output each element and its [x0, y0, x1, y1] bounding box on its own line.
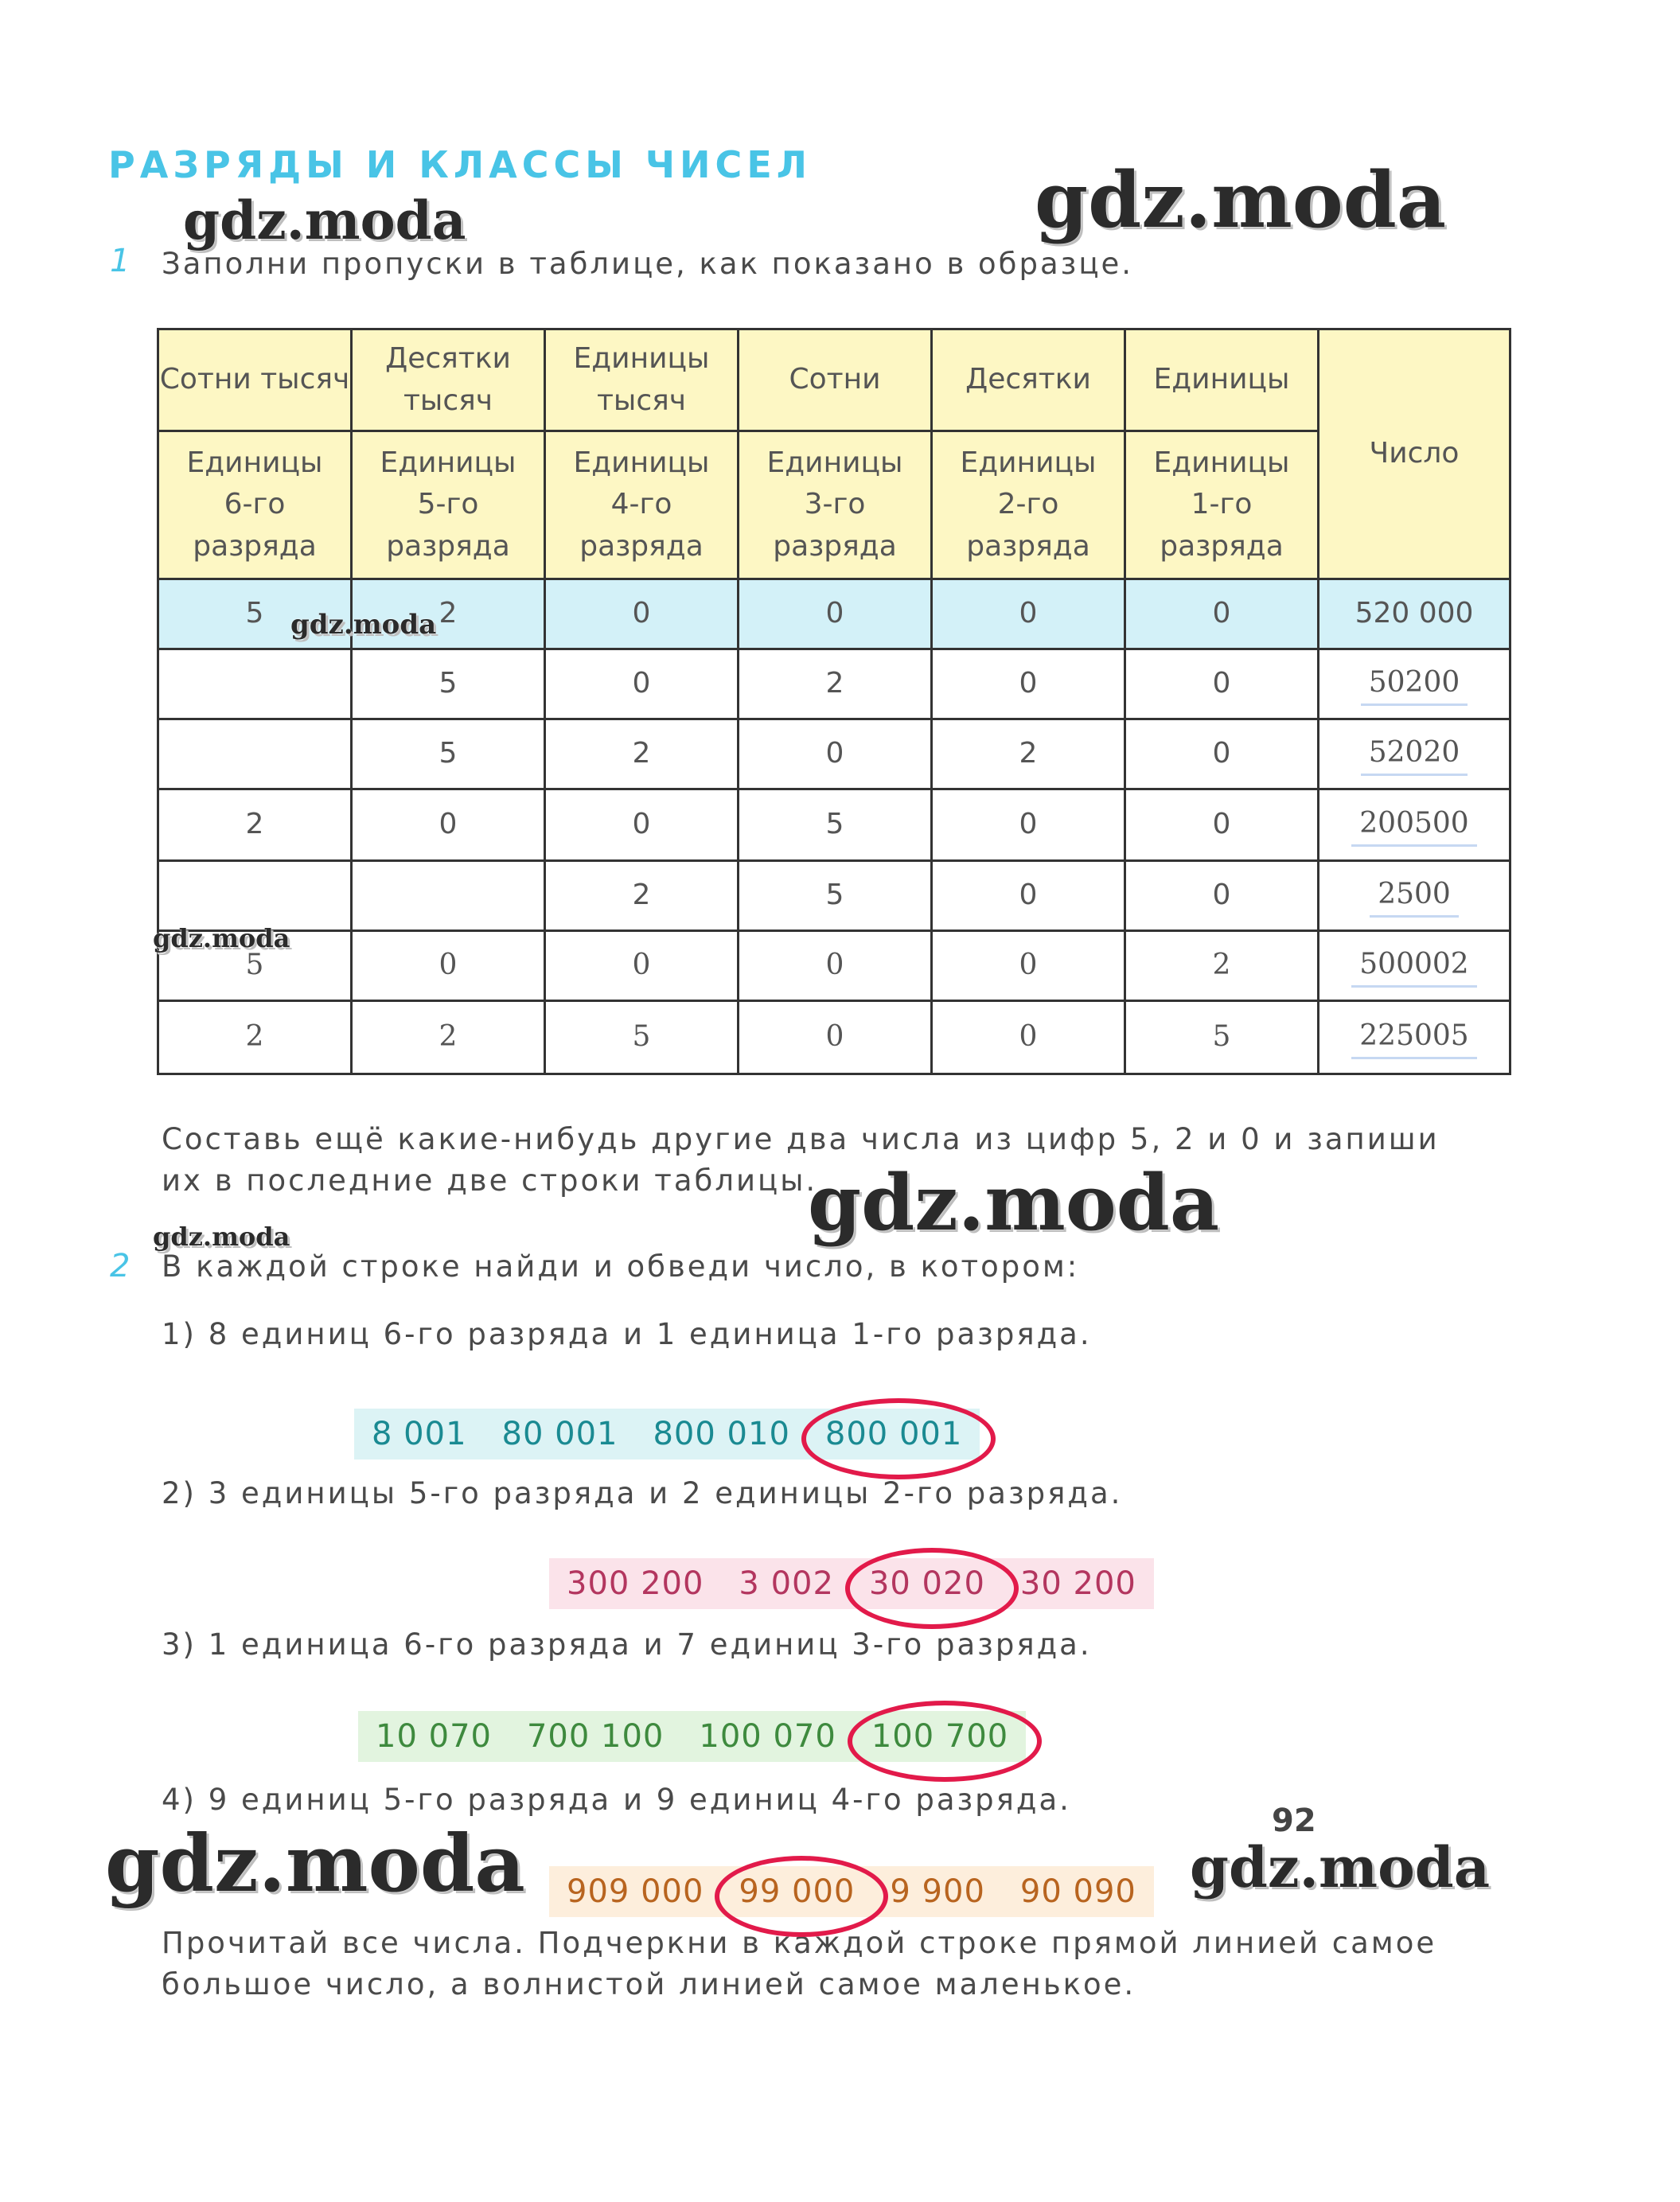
- number-answer: 500002: [1351, 944, 1476, 988]
- digit-cell: 5: [545, 1001, 739, 1074]
- digit-cell: 5: [352, 649, 545, 719]
- digit-cell: 2: [739, 649, 932, 719]
- watermark: gdz.moda: [290, 609, 437, 641]
- table-row: [158, 719, 1510, 789]
- number-answer: 50200: [1361, 662, 1468, 706]
- class-header-cell: Сотни: [739, 329, 932, 431]
- digit-cell: 5: [158, 931, 352, 1001]
- choice-number[interactable]: 100 070: [699, 1718, 836, 1755]
- watermark: gdz.moda: [1035, 155, 1447, 245]
- digit-cell: 0: [545, 579, 739, 649]
- class-header-cell: Единицы тысяч: [545, 329, 739, 431]
- digit-cell: 5: [158, 579, 352, 649]
- table-body: [158, 579, 1510, 1074]
- rank-header-cell: Единицы 3-го разряда: [739, 431, 932, 579]
- rank-header-cell: Единицы 5-го разряда: [352, 431, 545, 579]
- digit-cell: 0: [545, 789, 739, 861]
- digit-cell: 5: [739, 789, 932, 861]
- task-label: 4) 9 единиц 5-го разряда и 9 единиц 4-го разряда.: [162, 1783, 1071, 1817]
- digit-cell: 0: [352, 789, 545, 861]
- number-cell: [1319, 789, 1510, 861]
- digit-cell: 0: [352, 931, 545, 1001]
- watermark: gdz.moda: [153, 1222, 290, 1252]
- digit-cell: 2: [932, 719, 1125, 789]
- choice-number[interactable]: 3 002: [739, 1565, 834, 1602]
- number-cell: [1319, 931, 1510, 1001]
- number-answer: 2500: [1370, 874, 1459, 918]
- task-label: 3) 1 единица 6-го разряда и 7 единиц 3-го разряда.: [162, 1627, 1092, 1662]
- choice-row: [354, 1409, 980, 1460]
- digit-cell: [158, 861, 352, 931]
- watermark: gdz.moda: [153, 923, 290, 953]
- digit-cell: 5: [352, 719, 545, 789]
- rank-header-cell: Единицы 6-го разряда: [158, 431, 352, 579]
- digit-cell: 0: [932, 649, 1125, 719]
- table-row: [158, 861, 1510, 931]
- number-answer: 52020: [1361, 732, 1468, 776]
- exercise-2-number: 2: [110, 1248, 131, 1284]
- digit-cell: 0: [739, 1001, 932, 1074]
- number-cell: [1319, 649, 1510, 719]
- number-answer: 200500: [1351, 803, 1476, 847]
- choice-number[interactable]: 9 900: [890, 1873, 985, 1910]
- choice-number[interactable]: 700 100: [526, 1718, 665, 1755]
- watermark: gdz.moda: [808, 1158, 1220, 1248]
- class-header-cell: Десятки тысяч: [352, 329, 545, 431]
- choice-row: [549, 1558, 1154, 1609]
- digit-cell: 0: [1125, 861, 1319, 931]
- digit-cell: 0: [1125, 789, 1319, 861]
- number-answer: 225005: [1351, 1015, 1476, 1059]
- digit-table: [157, 328, 1511, 1075]
- choice-number[interactable]: 90 090: [1019, 1873, 1136, 1910]
- digit-cell: 0: [1125, 719, 1319, 789]
- watermark: gdz.moda: [105, 1818, 525, 1910]
- class-header-cell: Десятки: [932, 329, 1125, 431]
- table-row: [158, 789, 1510, 861]
- digit-cell: 0: [932, 789, 1125, 861]
- digit-cell: 2: [545, 719, 739, 789]
- choice-row: [358, 1711, 1026, 1762]
- class-header-cell: Сотни тысяч: [158, 329, 352, 431]
- exercise-1-follow-up-line-2: их в последние две строки таблицы.: [162, 1163, 818, 1198]
- circled-choice[interactable]: 100 700: [871, 1718, 1009, 1755]
- choice-row: [549, 1866, 1154, 1917]
- digit-cell: 0: [932, 579, 1125, 649]
- rank-header-cell: Единицы 2-го разряда: [932, 431, 1125, 579]
- digit-cell: 0: [1125, 579, 1319, 649]
- exercise-1-follow-up-line-1: Составь ещё какие-нибудь другие два числа из цифр 5, 2 и 0 и запиши: [162, 1122, 1440, 1156]
- digit-cell: 0: [932, 1001, 1125, 1074]
- circled-choice[interactable]: 30 020: [868, 1565, 985, 1602]
- exercise-2-instruction: В каждой строке найди и обведи число, в котором:: [162, 1249, 1080, 1284]
- digit-cell: 5: [739, 861, 932, 931]
- table-row: [158, 649, 1510, 719]
- rank-header-row: [158, 431, 1510, 579]
- digit-cell: 0: [545, 649, 739, 719]
- digit-cell: 0: [545, 931, 739, 1001]
- digit-cell: 0: [739, 931, 932, 1001]
- digit-cell: 2: [352, 579, 545, 649]
- digit-cell: 2: [1125, 931, 1319, 1001]
- digit-cell: 2: [158, 789, 352, 861]
- digit-cell: [352, 861, 545, 931]
- class-header-cell: Единицы: [1125, 329, 1319, 431]
- choice-number[interactable]: 80 001: [501, 1416, 618, 1452]
- digit-cell: 2: [158, 1001, 352, 1074]
- page-number: 92: [1272, 1803, 1316, 1839]
- circled-choice[interactable]: 99 000: [739, 1873, 856, 1910]
- digit-cell: [158, 719, 352, 789]
- circled-choice[interactable]: 800 001: [824, 1416, 963, 1452]
- rank-header-cell: Единицы 1-го разряда: [1125, 431, 1319, 579]
- choice-number[interactable]: 909 000: [567, 1873, 704, 1910]
- number-cell: [1319, 719, 1510, 789]
- choice-number[interactable]: 30 200: [1019, 1565, 1136, 1602]
- digit-cell: 2: [352, 1001, 545, 1074]
- class-header-row: [158, 329, 1510, 431]
- table-row: [158, 1001, 1510, 1074]
- watermark: gdz.moda: [1190, 1834, 1491, 1900]
- closing-line-1: Прочитай все числа. Подчеркни в каждой строке прямой линией самое: [162, 1926, 1437, 1960]
- digit-cell: 0: [739, 719, 932, 789]
- number-header-cell: Число: [1319, 329, 1510, 579]
- number-cell: [1319, 1001, 1510, 1074]
- digit-cell: 5: [1125, 1001, 1319, 1074]
- digit-cell: 2: [545, 861, 739, 931]
- exercise-1-instruction: Заполни пропуски в таблице, как показано в образце.: [162, 247, 1134, 281]
- digit-cell: 0: [1125, 649, 1319, 719]
- digit-cell: 0: [932, 931, 1125, 1001]
- number-cell: 520 000: [1319, 579, 1510, 649]
- exercise-1-number: 1: [110, 243, 131, 279]
- section-title: РАЗРЯДЫ И КЛАССЫ ЧИСЕЛ: [108, 143, 812, 186]
- digit-cell: 0: [932, 861, 1125, 931]
- watermark: gdz.moda: [183, 189, 466, 251]
- digit-cell: 0: [739, 579, 932, 649]
- choice-number[interactable]: 300 200: [567, 1565, 704, 1602]
- choice-number[interactable]: 10 070: [376, 1718, 492, 1755]
- digit-cell: [158, 649, 352, 719]
- choice-number[interactable]: 8 001: [372, 1416, 467, 1452]
- task-label: 1) 8 единиц 6-го разряда и 1 единица 1-го разряда.: [162, 1317, 1092, 1351]
- number-cell: [1319, 861, 1510, 931]
- choice-number[interactable]: 800 010: [653, 1416, 790, 1452]
- table-row: [158, 931, 1510, 1001]
- task-label: 2) 3 единицы 5-го разряда и 2 единицы 2-го разряда.: [162, 1476, 1123, 1510]
- closing-line-2: большое число, а волнистой линией самое маленькое.: [162, 1967, 1136, 2001]
- rank-header-cell: Единицы 4-го разряда: [545, 431, 739, 579]
